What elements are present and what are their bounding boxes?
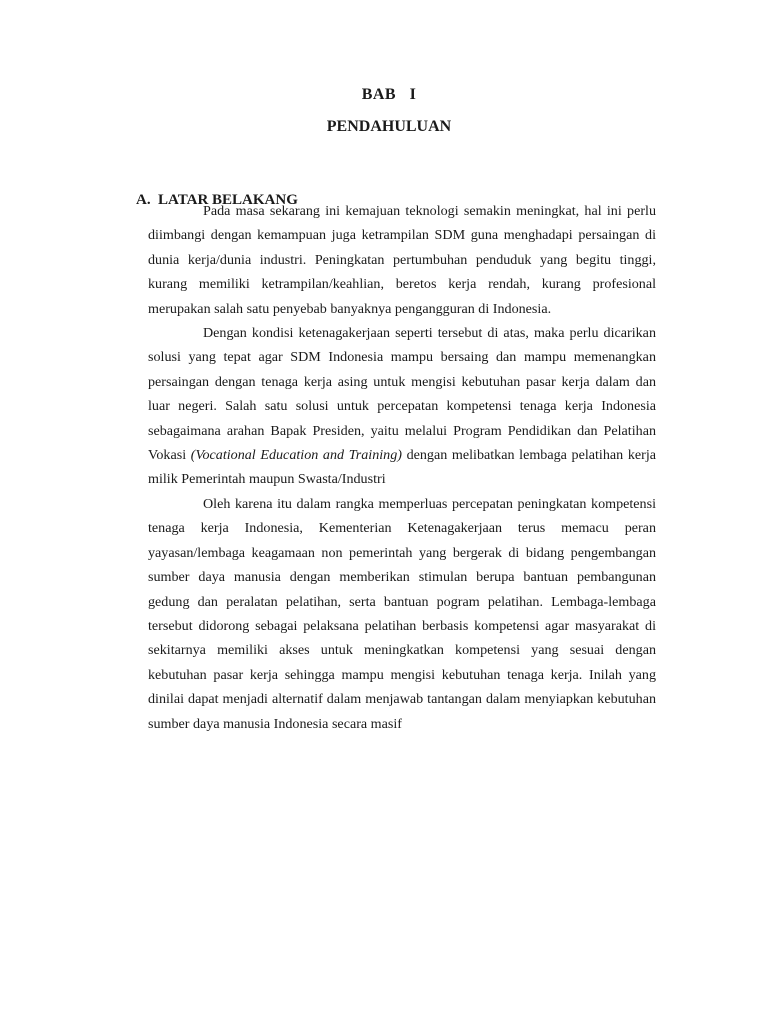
chapter-title: PENDAHULUAN <box>326 118 452 135</box>
paragraph-2-text-before: Dengan kondisi ketenagakerjaan seperti tersebut di atas, maka perlu dicarikan solusi yang tepat agar SDM Indonesia mampu bersaing dan mampu memenangkan persaingan dengan tenaga kerja asing untuk mengisi kebutuhan pasar kerja dalam dan luar negeri. Salah satu solusi untuk percepatan kompetensi tenaga kerja Indonesia sebagaimana arahan Bapak Presiden, yaitu melalui Program Pendidikan dan Pelatihan Vokasi <box>148 325 656 464</box>
chapter-number: BAB I <box>361 86 417 103</box>
body-text <box>148 199 656 736</box>
section-title: LATAR BELAKANG <box>158 192 298 208</box>
paragraph-2-text-after: dengan melibatkan lembaga pelatihan kerja milik Pemerintah maupun Swasta/Industri <box>148 447 656 488</box>
paragraph-2 <box>148 321 656 492</box>
paragraph-2-italic-term: (Vocational Education and Training) <box>190 447 402 464</box>
paragraph-1: Pada masa sekarang ini kemajuan teknologi semakin meningkat, hal ini perlu diimbangi dengan kemampuan juga ketrampilan SDM guna menghadapi persaingan di dunia kerja/dunia industri. Peningkatan pertumbuhan penduduk yang begitu tinggi, kurang memiliki ketrampilan/keahlian, beretos kerja rendah, kurang profesional merupakan salah satu penyebab banyaknya pengangguran di Indonesia. <box>148 203 656 317</box>
paragraph-3: Oleh karena itu dalam rangka memperluas percepatan peningkatan kompetensi tenaga kerja Indonesia, Kementerian Ketenagakerjaan terus memacu peran yayasan/lembaga keagamaan non pemerintah yang bergerak di bidang pengembangan sumber daya manusia dengan memberikan stimulan berupa bantuan pembangunan gedung dan peralatan pelatihan, serta bantuan pogram pelatihan. Lembaga-lembaga tersebut didorong sebagai pelaksana pelatihan berbasis kompetensi agar masyarakat di sekitarnya memiliki akses untuk meningkatkan kompetensi yang sesuai dengan kebutuhan pasar kerja sehingga mampu mengisi kebutuhan tenaga kerja. Inilah yang dinilai dapat menjadi alternatif dalam menjawab tantangan dalam menyiapkan kebutuhan sumber daya manusia Indonesia secara masif <box>148 495 656 732</box>
section-letter: A. <box>136 192 151 208</box>
